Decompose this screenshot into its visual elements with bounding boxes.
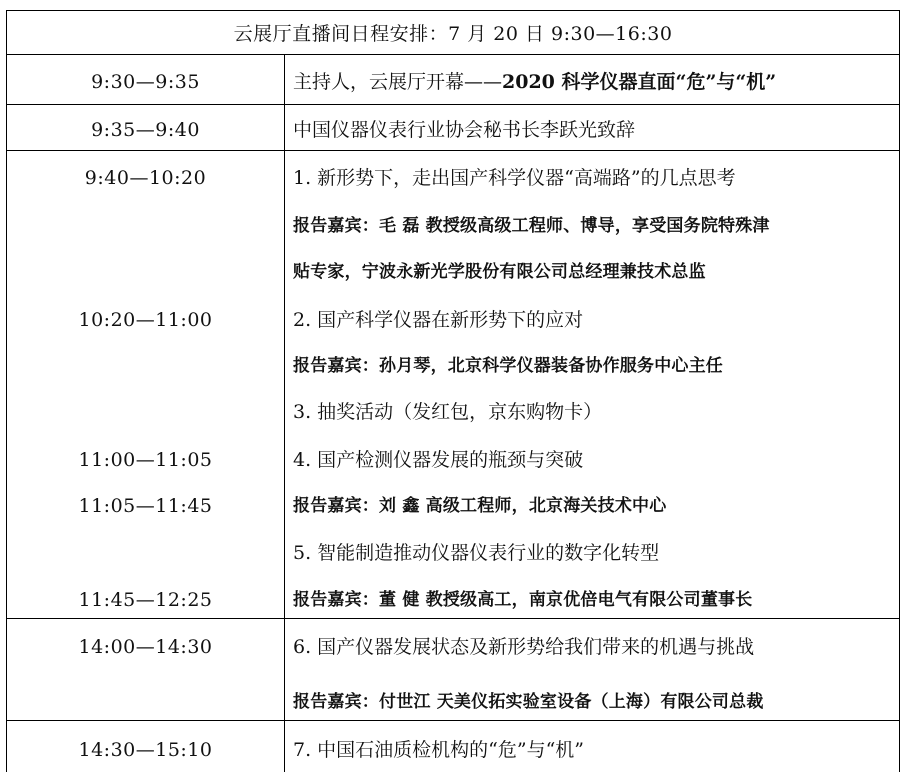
time-cell: 11:45—12:25: [78, 589, 213, 611]
agenda-item-title: 6. 国产仪器发展状态及新形势给我们带来的机遇与挑战: [293, 636, 755, 658]
time-cell: 9:40—10:20: [84, 167, 207, 189]
time-cell: 14:30—15:10: [78, 739, 213, 761]
speaker-line: 报告嘉宾：董 健 教授级高工，南京优倍电气有限公司董事长: [293, 590, 753, 610]
speaker-line: 贴专家，宁波永新光学股份有限公司总经理兼技术总监: [293, 262, 706, 282]
time-cell: 14:00—14:30: [78, 636, 213, 658]
row-divider: [7, 720, 899, 721]
table-border-top: [7, 10, 899, 11]
time-cell: 9:35—9:40: [91, 119, 200, 141]
agenda-item-title: 7. 中国石油质检机构的“危”与“机”: [293, 739, 585, 761]
schedule-table: [6, 10, 900, 772]
agenda-item-title: 2. 国产科学仪器在新形势下的应对: [293, 309, 584, 331]
speaker-line: 报告嘉宾：孙月琴，北京科学仪器装备协作服务中心主任: [293, 356, 723, 376]
column-divider: [284, 54, 285, 772]
opening-lead-text: 主持人，云展厅开幕——: [293, 71, 503, 93]
row-divider: [7, 104, 899, 105]
speaker-line: 报告嘉宾：刘 鑫 高级工程师，北京海关技术中心: [293, 496, 667, 516]
time-cell: 9:30—9:35: [91, 71, 200, 93]
agenda-item-address: 中国仪器仪表行业协会秘书长李跃光致辞: [293, 119, 636, 141]
agenda-item-title: 1. 新形势下，走出国产科学仪器“高端路”的几点思考: [293, 167, 736, 189]
row-divider: [7, 54, 899, 55]
time-cell: 11:05—11:45: [78, 495, 213, 517]
agenda-item-title: 5. 智能制造推动仪器仪表行业的数字化转型: [293, 542, 660, 564]
speaker-line: 报告嘉宾：毛 磊 教授级高级工程师、博导，享受国务院特殊津: [293, 216, 770, 236]
agenda-item-title: 3. 抽奖活动（发红包，京东购物卡）: [293, 401, 603, 423]
agenda-item-opening: [293, 70, 776, 94]
row-divider: [7, 150, 899, 151]
row-divider: [7, 618, 899, 619]
agenda-item-title: 4. 国产检测仪器发展的瓶颈与突破: [293, 449, 584, 471]
opening-theme-text: 2020 科学仪器直面“危”与“机”: [502, 71, 777, 93]
time-cell: 10:20—11:00: [78, 309, 213, 331]
schedule-title: 云展厅直播间日程安排：7 月 20 日 9:30—16:30: [233, 23, 673, 45]
speaker-line: 报告嘉宾：付世江 天美仪拓实验室设备（上海）有限公司总裁: [293, 692, 764, 712]
time-cell: 11:00—11:05: [78, 449, 213, 471]
